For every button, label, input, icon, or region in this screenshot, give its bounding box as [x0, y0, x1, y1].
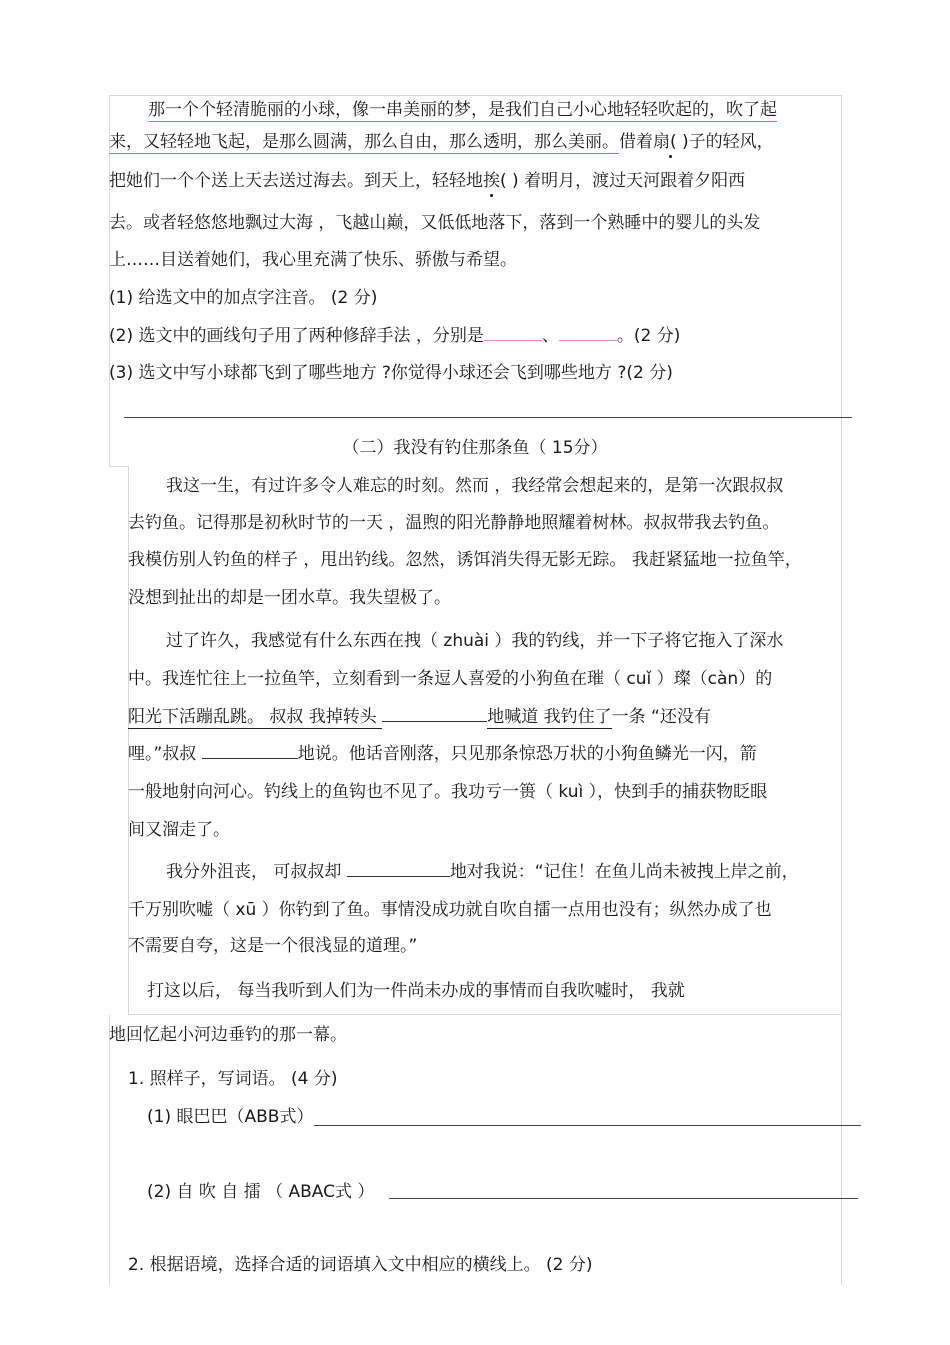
p2-line3-c: 地喊道 我钓住了 — [487, 707, 612, 727]
passage1-line2-f: 借着扇 — [619, 132, 670, 152]
p2-line1: 过了许久，我感觉有什么东西在拽（ zhuài ）我的钓线，并一下子将它拖入了深水 — [166, 631, 784, 651]
p4-line2: 地回忆起小河边垂钓的那一幕。 — [109, 1025, 347, 1045]
passage1-line2 — [109, 131, 774, 153]
question-3: (3) 选文中写小球都飞到了哪些地方 ?你觉得小球还会飞到哪些地方 ?(2 分) — [109, 363, 673, 383]
p2-line2: 中。我连忙往上一拉鱼竿，立刻看到一条逗人喜爱的小狗鱼在璀（ cuǐ ）璨（càn）的 — [128, 669, 773, 689]
p2-line3-d: 一条 “还没有 — [611, 707, 711, 727]
passage1-line1 — [148, 99, 777, 121]
frame-right-mid — [841, 466, 842, 1016]
underlined-sentence-2d: ，那么透明 — [432, 132, 517, 152]
question-2-text: (2) 选文中的画线句子用了两种修辞手法 ，分别是 — [109, 326, 484, 346]
passage1-line3-d: ( ) 着明月，渡过天河跟着夕阳西 — [500, 171, 746, 191]
p2-line5: 一般地射向河心。钓线上的鱼钩也不见了。我功亏一篑（ kuì ），快到手的捕获物眨眼 — [128, 782, 768, 802]
underlined-sentence-2c: ，那么自由 — [347, 132, 432, 152]
question-1: (1) 给选文中的加点字注音。 (2 分) — [109, 288, 378, 308]
p3-line1 — [166, 861, 799, 883]
p2-line3-a: 阳光下活蹦乱跳。 — [128, 707, 264, 727]
underlined-sentence-1d: ，吹了起 — [709, 100, 777, 120]
p1-line1: 我这一生，有过许多令人难忘的时刻。然而 ，我经常会想起来的，是第一次跟叔叔 — [166, 476, 784, 496]
question-2 — [109, 325, 680, 347]
p4-line1: 打这以后， 每当我听到人们为一件尚未办成的事情而自我吹嘘时， 我就 — [147, 981, 685, 1001]
answer-line-1b[interactable] — [389, 1198, 858, 1199]
s2-question-1a: (1) 眼巴巴（ABB式） — [147, 1107, 314, 1127]
p2-line6: 间又溜走了。 — [128, 820, 230, 840]
answer-line-1a[interactable] — [314, 1125, 861, 1126]
p2-line3-b: 叔叔 我掉转头 — [264, 707, 383, 727]
underlined-sentence-1b: ，像一串美丽的梦 — [335, 100, 471, 120]
frame-bottom-tick — [128, 1014, 842, 1015]
underlined-sentence-2b: ，是那么圆满 — [245, 132, 347, 152]
answer-blank-2[interactable] — [559, 326, 617, 341]
p3-line2: 千万别吹嘘（ xū ）你钓到了鱼。事情没成功就自吹自擂一点用也没有；纵然办成了也 — [128, 900, 772, 920]
frame-left-bottom — [109, 1015, 110, 1285]
passage1-line3-b: ，轻轻地 — [415, 171, 483, 191]
section2-title: （二）我没有钓住那条鱼（ 15分） — [342, 438, 608, 458]
frame-top — [109, 95, 842, 96]
passage1-line3 — [109, 170, 745, 192]
fill-blank-2[interactable] — [202, 744, 298, 759]
question-2-sep: 、 — [541, 326, 559, 346]
s2-question-2: 2. 根据语境，选择合适的词语填入文中相应的横线上。 (2 分) — [128, 1255, 593, 1275]
s2-question-1: 1. 照样子，写词语。 (4 分) — [128, 1069, 338, 1089]
passage1-line5: 上……目送着她们，我心里充满了快乐、骄傲与希望。 — [109, 250, 517, 270]
frame-right-bottom — [841, 1015, 842, 1285]
underlined-sentence-2a: 来，又轻轻地飞起 — [109, 132, 245, 152]
p3-line1-b: 地对我说：“记住！在鱼儿尚未被拽上岸之前， — [449, 862, 799, 882]
p1-line3: 我模仿别人钓鱼的样子 ，甩出钓线。忽然，诱饵消失得无影无踪。 我赶紧猛地一拉鱼竿， — [128, 550, 802, 570]
p3-line3: 不需要自夸，这是一个很浅显的道理。” — [128, 936, 418, 956]
p1-line4: 没想到扯出的却是一团水草。我失望极了。 — [128, 588, 451, 608]
fill-blank-1[interactable] — [382, 707, 487, 722]
s2-question-1b: (2) 自 吹 自 擂 （ ABAC式 ） — [147, 1182, 375, 1202]
frame-left-mid-tick — [109, 466, 129, 467]
question-2-end: 。(2 分) — [616, 326, 681, 346]
passage1-line3-a: 把她们一个个送上天去送过海去。到天上 — [109, 171, 415, 191]
p2-line3 — [128, 706, 711, 728]
p2-line4 — [128, 743, 757, 765]
passage1-line2-g: ( )子的轻风， — [670, 132, 774, 152]
underlined-sentence-2e: ，那么美丽。 — [517, 132, 619, 152]
answer-blank-1[interactable] — [484, 326, 542, 341]
dotted-char-ai: 挨 — [483, 171, 500, 191]
fill-blank-3[interactable] — [347, 862, 450, 877]
passage1-line4: 去。或者轻悠悠地飘过大海 ，飞越山巅，又低低地落下，落到一个熟睡中的婴儿的头发 — [109, 213, 761, 233]
frame-right-top — [841, 96, 842, 466]
p2-line4-a: 哩。”叔叔 — [128, 744, 202, 764]
underlined-sentence-1: 那一个个轻清脆丽的小球 — [148, 100, 335, 120]
answer-line-q3[interactable] — [124, 417, 852, 418]
p2-line4-b: 地说。他话音刚落，只见那条惊恐万状的小狗鱼鳞光一闪，箭 — [297, 744, 757, 764]
p3-line1-a: 我分外沮丧， 可叔叔却 — [166, 862, 347, 882]
p1-line2: 去钓鱼。记得那是初秋时节的一天 ，温煦的阳光静静地照耀着树林。叔叔带我去钓鱼。 — [128, 513, 780, 533]
underlined-sentence-1c: ，是我们自己小心地轻轻吹起的 — [471, 100, 709, 120]
